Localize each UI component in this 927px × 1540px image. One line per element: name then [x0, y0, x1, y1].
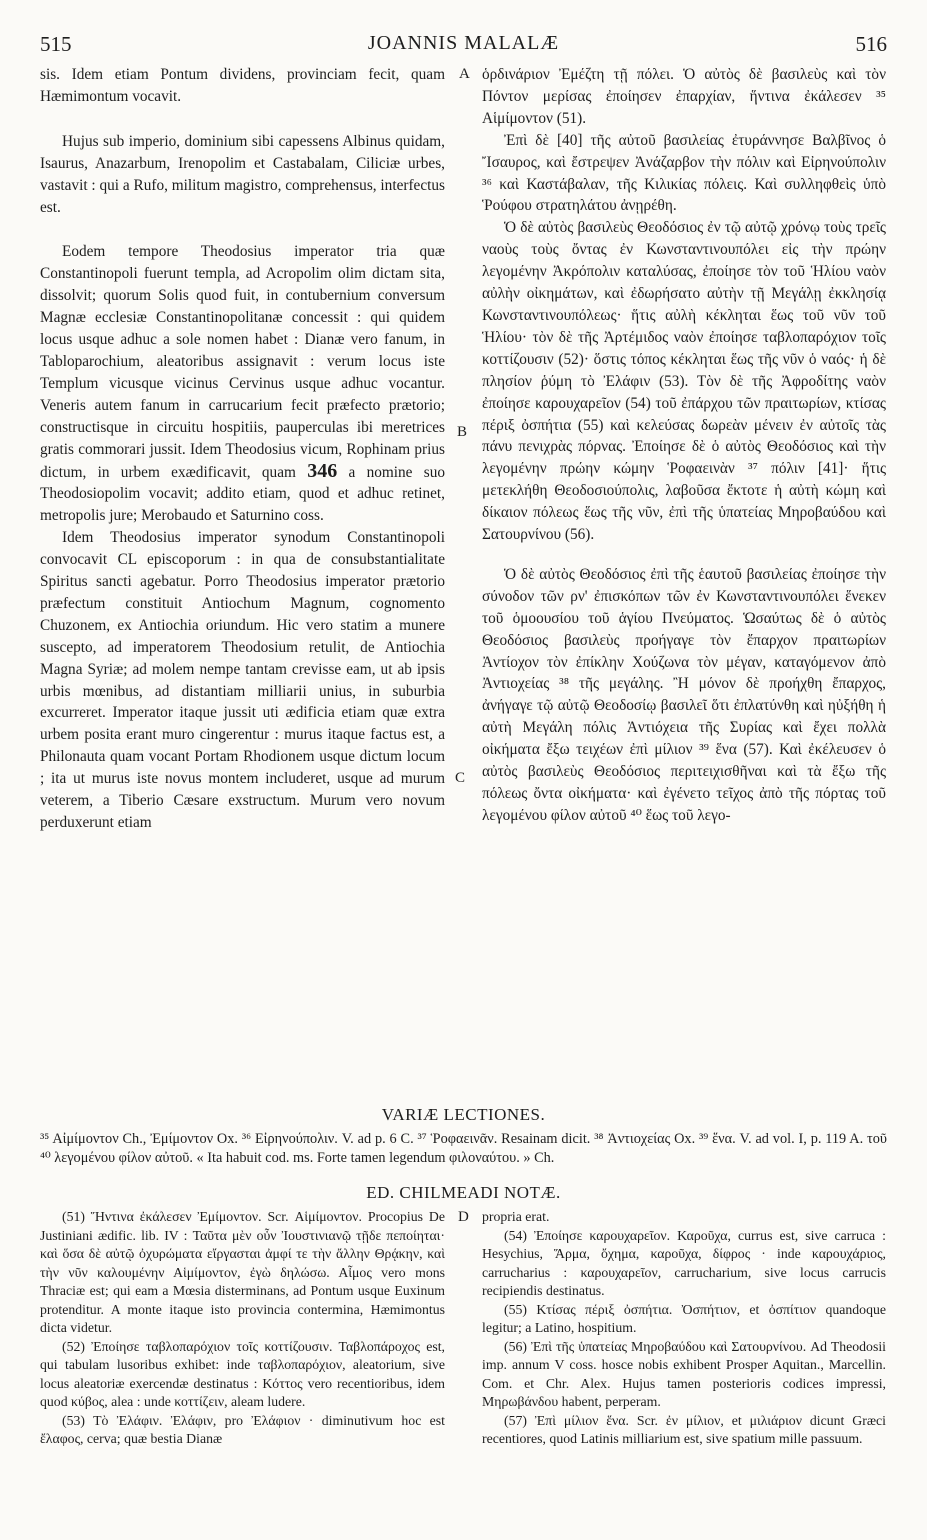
running-title: JOANNIS MALALÆ	[367, 32, 560, 54]
latin-paragraph-3	[40, 241, 445, 527]
note-54: (54) Ἐποίησε καρουχαρεῖον. Καροῦχα, currus est, sive carruca : Hesychius, Ἅρμα, ὄχημα, καροῦχα, δίφρος · inde καρουχάριος, carrucharius : καρουχαρεῖον, carrucharium, sive locus carrucis recipiendis destinatus.	[482, 1227, 886, 1298]
running-header	[40, 32, 887, 62]
note-53-continuation: propria erat.	[482, 1209, 550, 1224]
margin-marker-c: C	[455, 770, 466, 786]
note-53: (53) Τὸ Ἐλάφιν. Ἐλάφιν, pro Ἐλάφιον · diminutivum hoc est ἔλαφος, cerva; quæ bestia Dianæ	[40, 1412, 445, 1446]
note-55: (55) Κτίσας πέριξ ὀσπήτια. Ὀσπήτιον, et ὀσπίτιον quandoque legitur; a Latino, hospitium.	[482, 1301, 886, 1335]
margin-marker-d: D	[458, 1209, 469, 1225]
note-52: (52) Ἐποίησε ταβλοπαρόχιον τοῖς κοττίζουσιν. Ταβλοπάροχος est, qui tabulam lusoribus exhibet: inde ταβλοπαρόχιον, aleatorium, sive locus aleatoriæ exercendæ destinatus : Κόττος vero recentioribus, idem quod κύβος, alea : unde κοττίζειν, aleam ludere.	[40, 1338, 445, 1409]
note-51: (51) Ἥντινα ἐκάλεσεν Ἐμίμοντον. Scr. Αἱμίμοντον. Procopius De Justiniani ædific. lib. IV : Ταῦτα μὲν οὖν Ἰουστινιανῷ τῇδε πεποίηται· καὶ ὅσα δὲ αὐτῷ ὀχυρώματα εἴργασται ἀμφί τε τὴν ἄλλην Θρᾴκην, καὶ τὴν νῦν καλουμένην Αἱμίμοντον, ἐγὼ δηλώσω. Αἷμος vero mons Thraciæ est; qui eam a Mœsia disterminans, ad Pontum usque Euxinum protenditur. A monte itaque isto provincia contermina, Hæmimontus dicta videtur.	[40, 1209, 445, 1335]
latin-paragraph-3-text-a: Eodem tempore Theodosius imperator tria quæ Constantinopoli fuerunt templa, ad Acropolim olim dictam sita, dissolvit; quorum Solis quod fuit, in contubernium conversum Magnæ ecclesiæ Constantinopolitanæ concessit : qui quidem locus usque adhuc a sole nomen habet : Dianæ vero fanum, in Tabloparochium, aleatoribus assignavit : verum locus iste Templum vicusque vicinus Cervinus usque adhuc vocantur. Veneris autem fanum in carrucarium fecit præfecto prætorio; constructisque in circuitu hospitiis, pauperculas ibi meretrices gratis commorari jussit. Idem Theodosius vicum, Rophinam prius dictum, in urbem exædificavit, quam	[40, 243, 445, 481]
page-number-left: 515	[40, 32, 72, 56]
latin-paragraph-1: sis. Idem etiam Pontum dividens, provinciam fecit, quam Hæmimontum vocavit.	[40, 66, 445, 105]
note-56: (56) Ἐπὶ τῆς ὑπατείας Μηροβαύδου καὶ Σατουρνίνου. Ad Theodosii imp. annum V coss. hosce nobis exhibent Prosper Aquitan., Marcellin. Com. et Chr. Alex. Hujus tamen posterioris codices impressi, Μηρωβάνδου habent, perperam.	[482, 1338, 886, 1409]
greek-paragraph-2: Ἐπὶ δὲ [40] τῆς αὐτοῦ βασιλείας ἐτυράννησε Βαλβῖνος ὁ Ἴσαυρος, καὶ ἔστρεψεν Ἀνάζαρβον τὴν πόλιν καὶ Εἰρηνούπολιν ³⁶ καὶ Καστάβαλαν, τῆς Κιλικίας πόλεις. Καὶ συλληφθεὶς ὑπὸ Ῥούφου στρατηλάτου ἀνῃρέθη.	[482, 131, 886, 215]
note-57: (57) Ἐπὶ μίλιον ἕνα. Scr. ἐν μίλιον, et μιλιάριον dicunt Græci recentiores, quod Latinis milliarium est, sive spatium mille passuum.	[482, 1412, 886, 1446]
variae-lectiones-text: ³⁵ Αἰμίμοντον Ch., Ἐμίμοντον Ox. ³⁶ Εἰρηνούπολιν. V. ad p. 6 C. ³⁷ Ῥοφαεινᾶν. Resainam dicit. ³⁸ Ἀντιοχείας Ox. ³⁹ ἕνα. V. ad vol. I, p. 119 A. τοῦ ⁴⁰ λεγομένου φίλον αὐτοῦ. « Ita habuit cod. ms. Forte tamen legendum φιλοναύτου. » Ch.	[40, 1131, 887, 1166]
greek-paragraph-3: Ὁ δὲ αὐτὸς βασιλεὺς Θεοδόσιος ἐν τῷ αὐτῷ χρόνῳ τοὺς τρεῖς ναοὺς τοὺς ὄντας ἐν Κωνσταντινουπόλει εἰς τὴν πρώην λεγομένην Ἀκρόπολιν καταλύσας, ἐποίησε τὸν τοῦ Ἡλίου ναὸν αὐλὴν οἰκημάτων, καὶ ἐδωρήσατο αὐτὴν τῇ Μεγάλῃ ἐκκλησίᾳ Κωνσταντινουπόλεως· ἥτις αὐλὴ κέκληται ἕως τοῦ νῦν τοῦ Ἡλίου· τὸν δὲ τῆς Ἀρτέμιδος ναὸν ἐποίησε ταβλοπαρόχιον τοῖς κοττίζουσιν (52)· ὅστις τόπος κέκληται ἕως τῆς νῦν ὁ ναός· ἡ δὲ πλησίον ῥύμη τὸ Ἐλάφιν (53). Τὸν δὲ τῆς Ἀφροδίτης ναὸν ἐποίησε καρουχαρεῖον (54) τοῦ ἐπάρχου τῶν πραιτωρίων, κτίσας πέριξ ὀσπήτια (55) καὶ κελεύσας δωρεὰν μένειν ἐν αὐτοῖς τὰς πάνυ πενιχρὰς πόρνας. Ἐποίησε δὲ ὁ αὐτὸς Θεοδόσιος καὶ τὴν λεγομένην πρώην κώμην Ῥοφαεινὰν ³⁷ πόλιν [41]· ἥτις μετεκλήθη Θεοδοσιούπολις, λαβοῦσα ἔκτοτε ἡ αὐτὴ κώμη καὶ δίκαιον πόλεως ἕως τῆς νῦν, ἐπὶ τῆς ὑπατείας Μηροβαύδου καὶ Σατουρνίνου (56).	[482, 219, 886, 544]
margin-marker-a: A	[459, 66, 470, 82]
greek-paragraph-4: Ὁ δὲ αὐτὸς Θεοδόσιος ἐπὶ τῆς ἑαυτοῦ βασιλείας ἐποίησε τὴν σύνοδον τῶν ρν' ἐπισκόπων τῶν ἐν Κωνσταντινουπόλει ἕνεκεν τοῦ ὁμοουσίου τοῦ ἁγίου Πνεύματος. Ὡσαύτως δὲ ὁ αὐτὸς Θεοδόσιος βασιλεὺς προήγαγε τὸν ἔπαρχον πραιτωρίων Ἀντίοχον τὸν ἐπίκλην Χούζωνα τὸν μέγαν, καταγόμενον ἀπὸ Ἀντιοχείας ³⁸ τῆς μεγάλης. Ἢ μόνον δὲ προήχθη ἔπαρχος, ἀνήγαγε τῷ αὐτῷ Θεοδοσίῳ βασιλεῖ ὅτι ἐπλατύνθη καὶ ηὐξήθη ἡ αὐτὴ Μεγάλη πόλις Ἀντιόχεια τῆς Συρίας καὶ ἔχει πολλὰ οἰκήματα ἔξω τειχέων ἐπὶ μίλιον ³⁹ ἕνα (57). Καὶ ἐκέλευσεν ὁ αὐτὸς βασιλεὺς Θεοδόσιος περιτειχισθῆναι καὶ τὰ ἔξω τῆς πόλεως ὄντα οἰκήματα· καὶ ἐγένετο τεῖχος ἀπὸ τῆς πόρτας τοῦ λεγομένου φίλον αὐτοῦ ⁴⁰ ἕως τοῦ λεγο-	[482, 565, 886, 824]
notes-left-column	[40, 1208, 445, 1449]
greek-column	[482, 64, 886, 827]
notes-right-column	[482, 1208, 886, 1449]
latin-paragraph-4: Idem Theodosius imperator synodum Constantinopoli convocavit CL episcoporum : in qua de consubstantialitate Spiritus sancti agebatur. Porro Theodosius imperator prætorio præfectum constituit Antiochum Magnum, cognomento Chuzonem, ex Antiochia oriundum. Hic vero statim a munere suscepto, ad imperatorem Theodosium retulit, de Antiochia Magna Syriæ; ad molem nempe tantam crevisse eam, ut ab ipsis urbis mœnibus, ad distantiam milliarii unius, in suburbia excurreret. Imperator itaque jussit uti ædificia etiam quæ extra urbem posita erant muro cingerentur : murus itaque factus est, a Philonauta quam vocant Portam Rhodionem usque dictum locum ; ita ut murus iste novus montem includeret, usque ad murum veterem, a Tiberio Cæsare exstructum. Murum vero novum perduxerunt etiam	[40, 529, 445, 831]
latin-paragraph-2: Hujus sub imperio, dominium sibi capessens Albinus quidam, Isaurus, Anazarbum, Irenopolim et Castabalam, Ciliciæ urbes, vastavit : qui a Rufo, militum magistro, comprehensus, interfectus est.	[40, 132, 445, 216]
page-number-right: 516	[855, 32, 887, 56]
column-number: 346	[307, 459, 338, 482]
variae-lectiones-heading: VARIÆ LECTIONES.	[381, 1105, 546, 1124]
latin-column	[40, 64, 445, 834]
latin-paragraph-3-text-b: a nomine suo Theodosiopolim vocavit; addito etiam, quod et adhuc retinet, metropolis jure; Merobaudo et Saturnino coss.	[40, 463, 445, 525]
notae-heading: ED. CHILMEADI NOTÆ.	[366, 1183, 561, 1202]
margin-marker-b: B	[457, 424, 468, 440]
greek-paragraph-1: ὁρδινάριον Ἐμέζτη τῇ πόλει. Ὁ αὐτὸς δὲ βασιλεὺς καὶ τὸν Πόντον μερίσας ἐποίησεν ἐπαρχίαν, ἥντινα ἐκάλεσεν ³⁵ Αἱμίμοντον (51).	[482, 66, 886, 127]
